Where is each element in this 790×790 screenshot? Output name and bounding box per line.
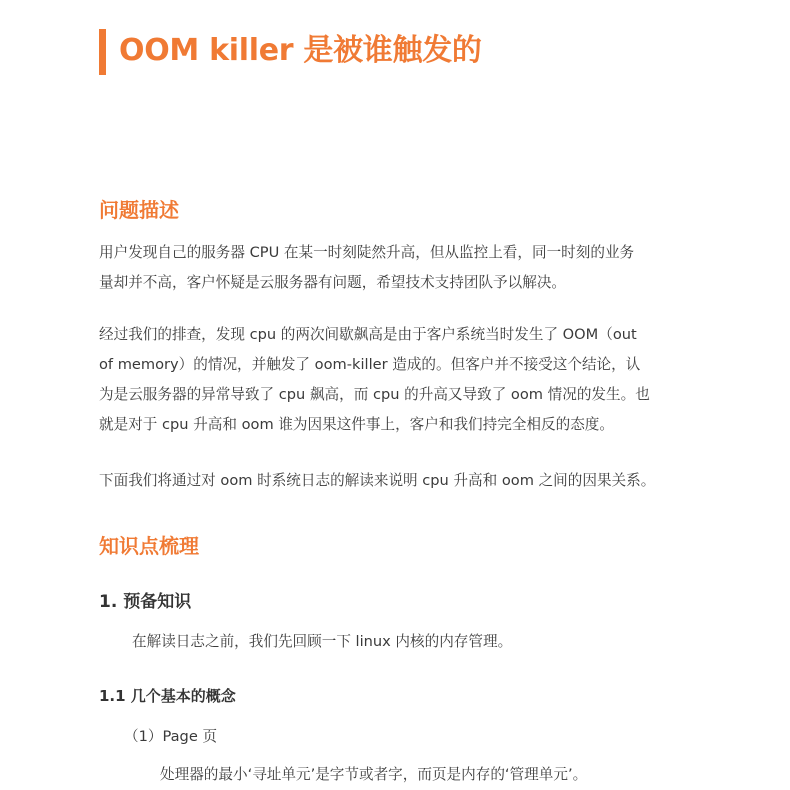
- subsection-heading-basic-concepts: 1.1 几个基本的概念: [99, 687, 236, 705]
- paragraph-line: 就是对于 cpu 升高和 oom 谁为因果这件事上，客户和我们持完全相反的态度。: [99, 416, 614, 433]
- paragraph-line: 经过我们的排查，发现 cpu 的两次间歇飙高是由于客户系统当时发生了 OOM（out: [99, 326, 637, 343]
- section-heading-problem: 问题描述: [99, 198, 179, 222]
- paragraph-line: 量却并不高，客户怀疑是云服务器有问题，希望技术支持团队予以解决。: [99, 274, 567, 291]
- page-title: OOM killer 是被谁触发的: [119, 33, 482, 68]
- paragraph-line: of memory）的情况，并触发了 oom-killer 造成的。但客户并不接受这个结论，认: [99, 356, 641, 373]
- section-heading-knowledge: 知识点梳理: [99, 534, 199, 558]
- paragraph-line: 下面我们将通过对 oom 时系统日志的解读来说明 cpu 升高和 oom 之间的因果关系。: [99, 472, 656, 489]
- problem-paragraph-2: [99, 320, 699, 440]
- prerequisites-text: 在解读日志之前，我们先回顾一下 linux 内核的内存管理。: [132, 633, 513, 650]
- problem-paragraph-3: [99, 466, 699, 496]
- paragraph-line: 为是云服务器的异常导致了 cpu 飙高，而 cpu 的升高又导致了 oom 情况的发生。也: [99, 386, 650, 403]
- subsection-heading-prerequisites: 1. 预备知识: [99, 592, 192, 612]
- item-heading-page: （1）Page 页: [124, 728, 218, 745]
- page-definition-text: 处理器的最小‘寻址单元’是字节或者字，而页是内存的‘管理单元’。: [160, 766, 588, 783]
- title-accent-bar: [99, 29, 106, 75]
- paragraph-line: 用户发现自己的服务器 CPU 在某一时刻陡然升高，但从监控上看，同一时刻的业务: [99, 244, 635, 261]
- problem-paragraph-1: [99, 238, 699, 298]
